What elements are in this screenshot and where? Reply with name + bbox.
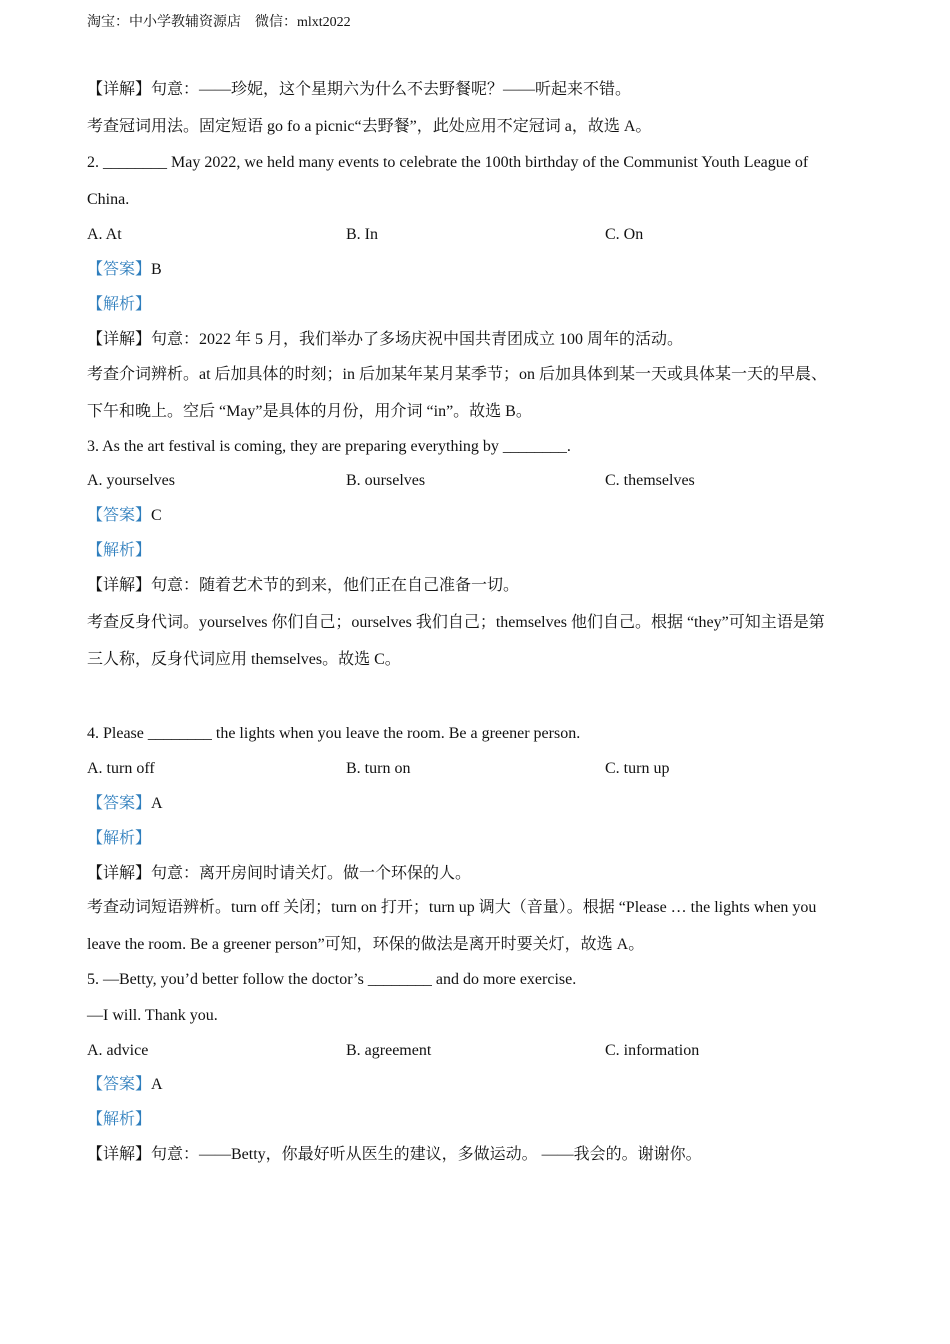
q5-option-a: A. advice [87,1042,149,1059]
q4-option-a: A. turn off [87,760,155,777]
q3-analysis-label: 【解析】 [87,542,152,559]
q2-option-c: C. On [605,226,644,243]
q2-analysis-line2: 下午和晚上。空后 “May”是具体的月份，用介词 “in”。故选 B。 [87,403,532,420]
q4-analysis-label: 【解析】 [87,830,152,847]
q3-answer [87,506,162,526]
q1-analysis: 考查冠词用法。固定短语 go fo a picnic“去野餐”，此处应用不定冠词 a，故选 A。 [87,118,652,135]
q2-option-b: B. In [346,226,378,243]
q4-analysis-line1: 考查动词短语辨析。turn off 关闭；turn on 打开；turn up 调大（音量）。根据 “Please … the lights when you [87,899,817,916]
q2-stem-line2: China. [87,191,130,208]
q4-stem: 4. Please ________ the lights when you leave the room. Be a greener person. [87,725,581,742]
q3-analysis-line2: 三人称，反身代词应用 themselves。故选 C。 [87,651,401,668]
q2-answer-label: 【答案】 [87,261,152,278]
q2-analysis-label: 【解析】 [87,296,152,313]
q5-option-b: B. agreement [346,1042,432,1059]
q4-option-b: B. turn on [346,760,411,777]
q3-option-c: C. themselves [605,472,695,489]
q5-stem: 5. —Betty, you’d better follow the doctor’s ________ and do more exercise. [87,971,577,988]
q1-detail: 【详解】句意：——珍妮，这个星期六为什么不去野餐呢？——听起来不错。 [87,81,632,98]
q4-option-c: C. turn up [605,760,670,777]
q3-option-a: A. yourselves [87,472,175,489]
q5-analysis-label: 【解析】 [87,1111,152,1128]
q5-option-c: C. information [605,1042,700,1059]
q5-reply: —I will. Thank you. [87,1007,218,1024]
q5-answer-value: A [151,1076,163,1093]
q4-answer-value: A [151,795,163,812]
q2-answer [87,260,162,280]
q2-stem-line1: 2. ________ May 2022, we held many events to celebrate the 100th birthday of the Communist Youth League of [87,154,809,171]
q3-stem: 3. As the art festival is coming, they are preparing everything by ________. [87,438,571,455]
q4-answer-label: 【答案】 [87,795,152,812]
q2-answer-value: B [151,261,162,278]
q3-answer-value: C [151,507,162,524]
q2-analysis-line1: 考查介词辨析。at 后加具体的时刻；in 后加某年某月某季节；on 后加具体到某一天或具体某一天的早晨、 [87,366,827,383]
q5-answer-label: 【答案】 [87,1076,152,1093]
q5-detail: 【详解】句意：——Betty，你最好听从医生的建议，多做运动。 ——我会的。谢谢你。 [87,1146,702,1163]
q4-answer [87,794,163,814]
q2-detail: 【详解】句意：2022 年 5 月，我们举办了多场庆祝中国共青团成立 100 周年的活动。 [87,331,684,348]
q2-option-a: A. At [87,226,122,243]
q4-analysis-line2: leave the room. Be a greener person”可知，环保的做法是离开时要关灯，故选 A。 [87,936,645,953]
page-header: 淘宝：中小学教辅资源店 微信：mlxt2022 [87,15,351,30]
q3-option-b: B. ourselves [346,472,426,489]
q3-detail: 【详解】句意：随着艺术节的到来，他们正在自己准备一切。 [87,577,520,594]
q4-detail: 【详解】句意：离开房间时请关灯。做一个环保的人。 [87,865,472,882]
q5-answer [87,1075,163,1095]
q3-analysis-line1: 考查反身代词。yourselves 你们自己；ourselves 我们自己；themselves 他们自己。根据 “they”可知主语是第 [87,614,825,631]
q3-answer-label: 【答案】 [87,507,152,524]
